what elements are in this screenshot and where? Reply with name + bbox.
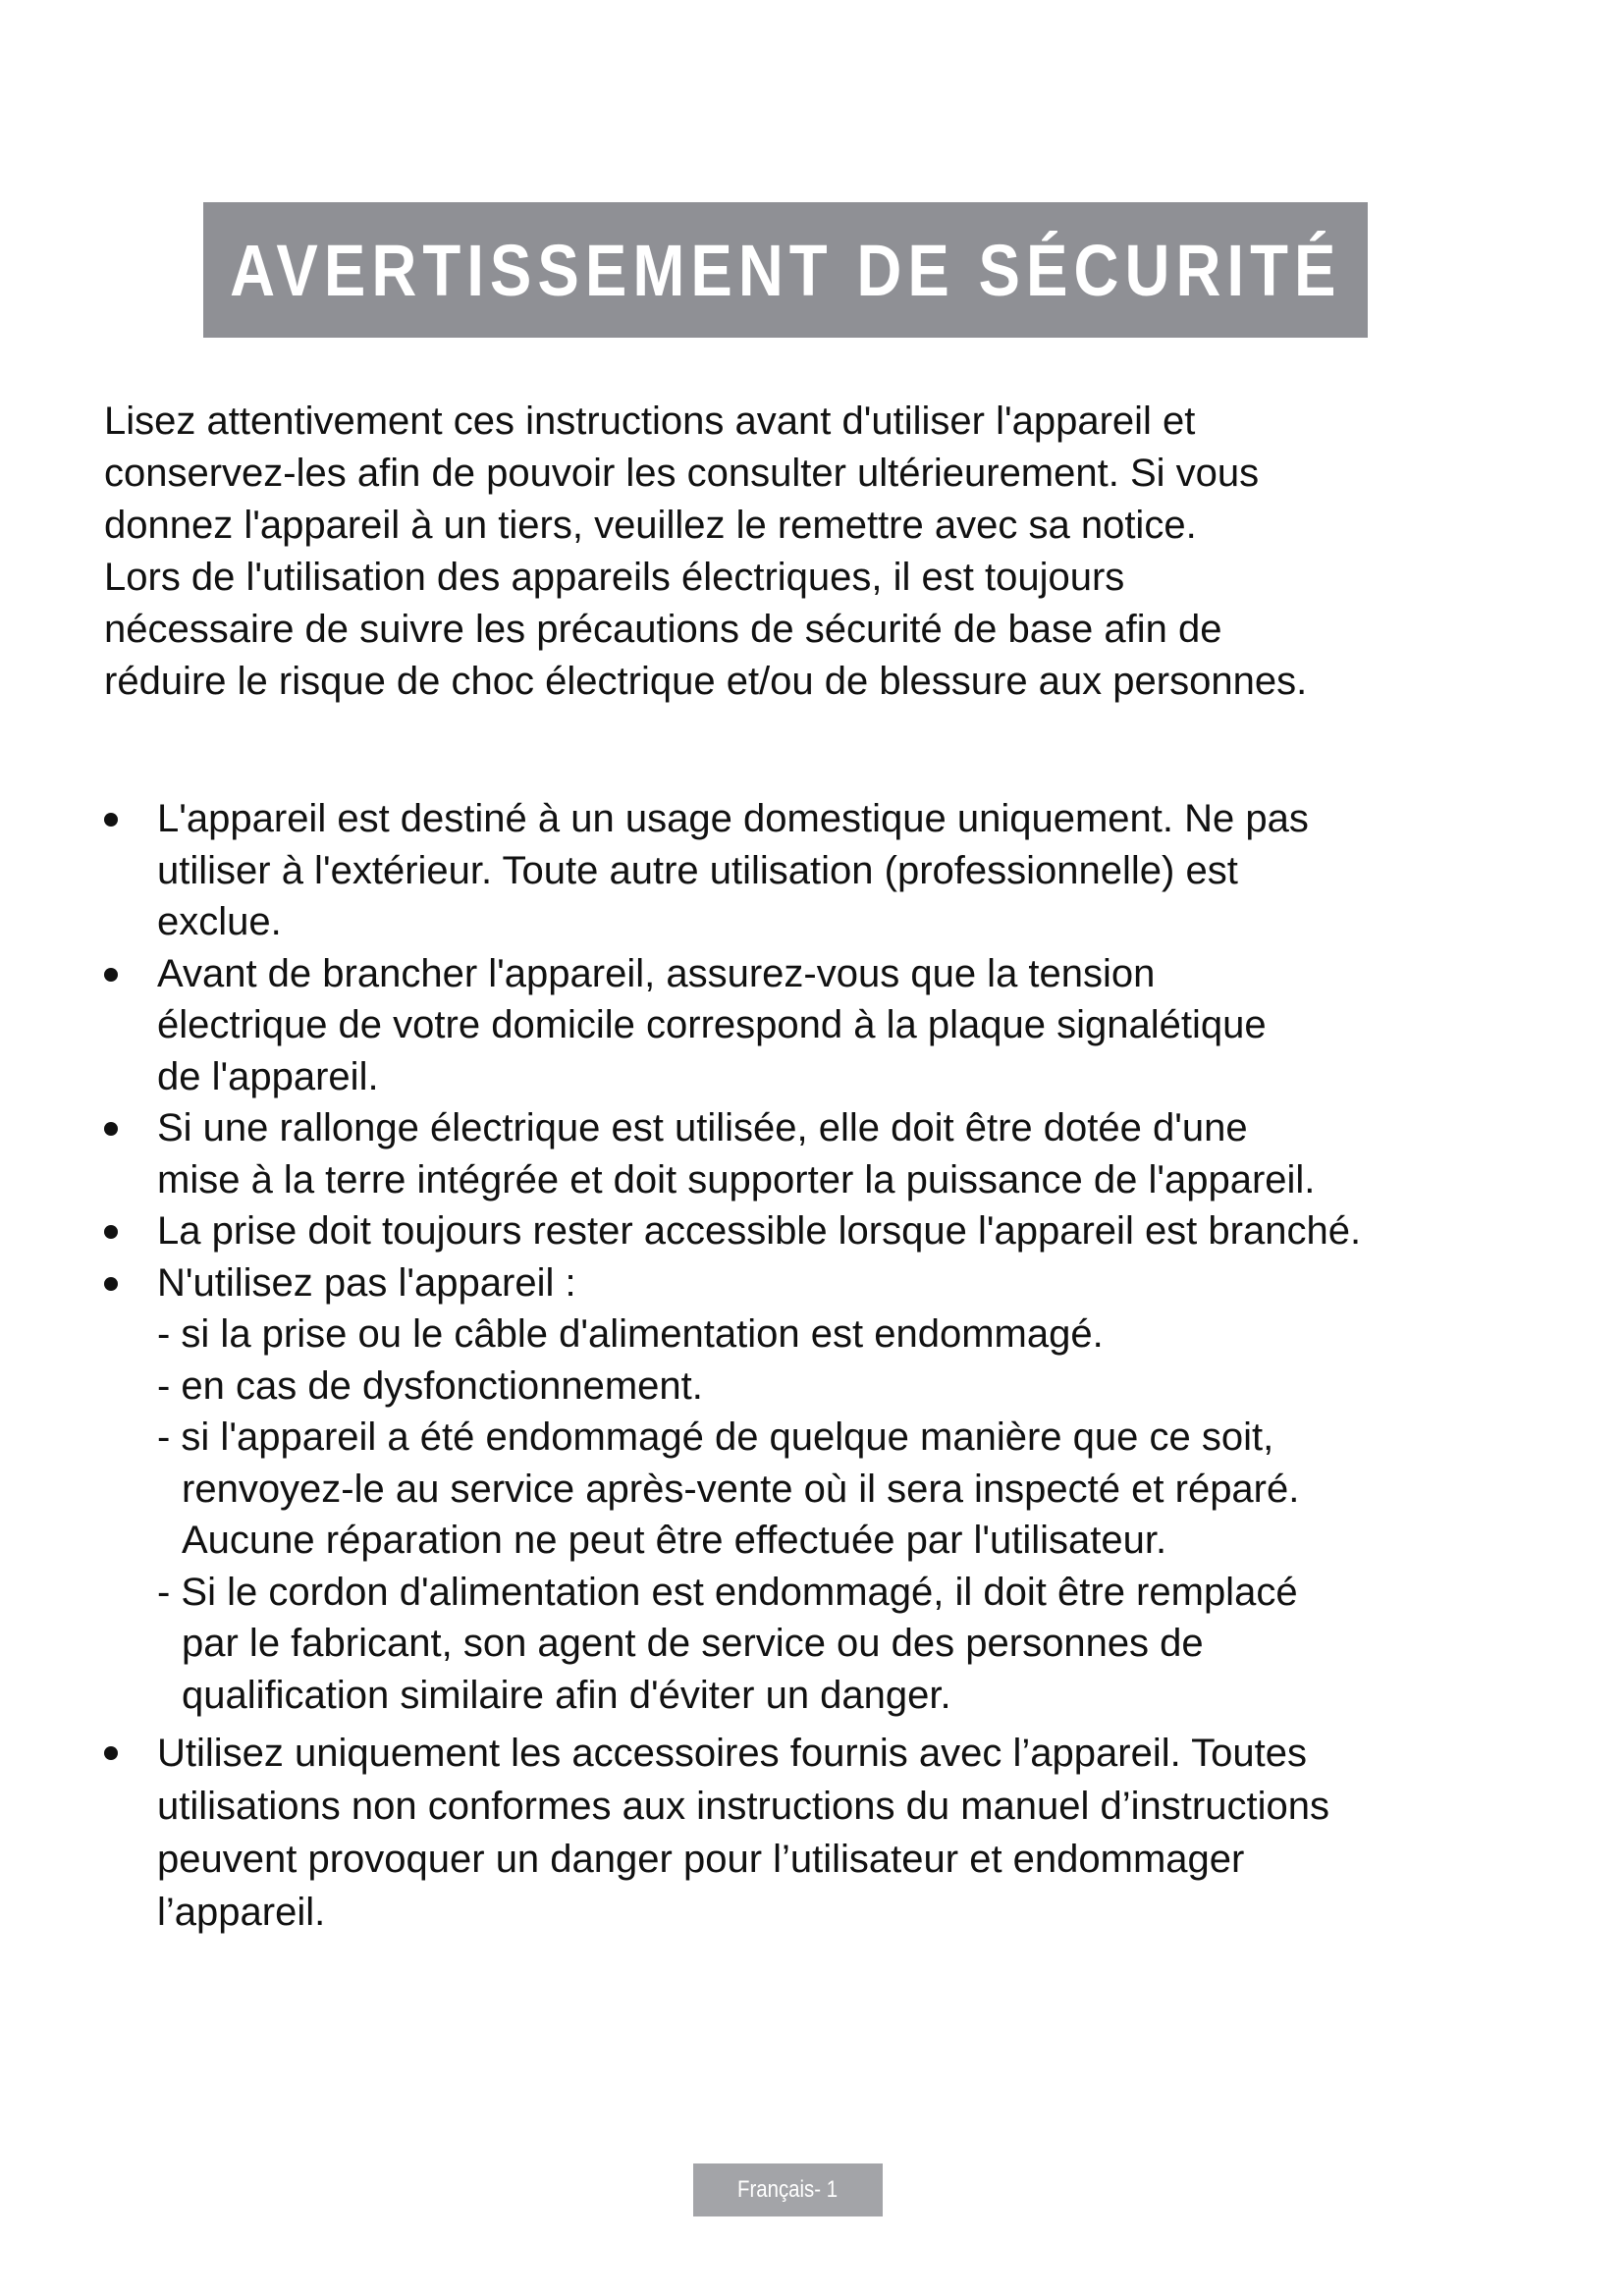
bullet-item-domestic-use bbox=[104, 793, 1557, 948]
intro-line: réduire le risque de choc électrique et/ou de blessure aux personnes. bbox=[104, 660, 1308, 703]
bullet-line: électrique de votre domicile correspond à la plaque signalétique bbox=[157, 1003, 1267, 1046]
intro-line: conservez-les afin de pouvoir les consulter ultérieurement. Si vous bbox=[104, 452, 1260, 495]
bullet-item-voltage-check bbox=[104, 948, 1557, 1103]
bullet-dot-icon bbox=[104, 813, 118, 827]
bullet-line: N'utilisez pas l'appareil : bbox=[157, 1260, 576, 1305]
sub-item-line: renvoyez-le au service après-vente où il sera inspecté et réparé. bbox=[182, 1467, 1300, 1511]
bullet-line: utiliser à l'extérieur. Toute autre utilisation (professionnelle) est bbox=[157, 848, 1238, 892]
sub-item-malfunction bbox=[157, 1361, 1557, 1413]
intro-line: Lors de l'utilisation des appareils électriques, il est toujours bbox=[104, 556, 1125, 599]
bullet-line: mise à la terre intégrée et doit supporter la puissance de l'appareil. bbox=[157, 1157, 1316, 1201]
bullet-line: L'appareil est destiné à un usage domestique uniquement. Ne pas bbox=[157, 797, 1309, 840]
safety-bullet-list bbox=[104, 793, 1557, 1939]
bullet-dot-icon bbox=[104, 1277, 118, 1291]
bullet-dot-icon bbox=[104, 1746, 118, 1760]
sub-item-line: Aucune réparation ne peut être effectuée par l'utilisateur. bbox=[182, 1519, 1167, 1562]
intro-line: Lisez attentivement ces instructions avant d'utiliser l'appareil et bbox=[104, 400, 1196, 443]
bullet-item-do-not-use bbox=[104, 1257, 1557, 1722]
page-number-label: Français- 1 bbox=[737, 2176, 839, 2203]
bullet-line: Avant de brancher l'appareil, assurez-vous que la tension bbox=[157, 951, 1156, 995]
sub-item-line: - si l'appareil a été endommagé de quelque manière que ce soit, bbox=[157, 1415, 1274, 1459]
sub-item-line: - Si le cordon d'alimentation est endommagé, il doit être remplacé bbox=[157, 1570, 1298, 1614]
intro-line: donnez l'appareil à un tiers, veuillez le remettre avec sa notice. bbox=[104, 504, 1197, 547]
bullet-dot-icon bbox=[104, 1225, 118, 1239]
bullet-line: de l'appareil. bbox=[157, 1054, 379, 1098]
bullet-item-extension-cord bbox=[104, 1102, 1557, 1205]
bullet-line: peuvent provoquer un danger pour l’utilisateur et endommager bbox=[157, 1838, 1245, 1881]
sub-item-line: - si la prise ou le câble d'alimentation est endommagé. bbox=[157, 1312, 1104, 1356]
bullet-item-accessories bbox=[104, 1727, 1557, 1939]
bullet-line: La prise doit toujours rester accessible lorsque l'appareil est branché. bbox=[157, 1209, 1362, 1253]
sub-item-line: qualification similaire afin d'éviter un danger. bbox=[182, 1673, 951, 1717]
page-number-badge bbox=[693, 2163, 883, 2216]
sub-item-damaged-plug bbox=[157, 1308, 1557, 1361]
sub-item-line: par le fabricant, son agent de service ou des personnes de bbox=[182, 1622, 1204, 1665]
bullet-line: exclue. bbox=[157, 900, 282, 943]
sub-item-damaged-cord bbox=[157, 1567, 1557, 1722]
bullet-line: Utilisez uniquement les accessoires fournis avec l’appareil. Toutes bbox=[157, 1732, 1307, 1775]
title-banner bbox=[203, 202, 1368, 338]
intro-line: nécessaire de suivre les précautions de sécurité de base afin de bbox=[104, 608, 1222, 651]
bullet-line: Si une rallonge électrique est utilisée, elle doit être dotée d'une bbox=[157, 1106, 1248, 1149]
bullet-item-accessible-plug bbox=[104, 1205, 1557, 1257]
bullet-dot-icon bbox=[104, 1122, 118, 1136]
page-title: AVERTISSEMENT DE SÉCURITÉ bbox=[229, 229, 1342, 311]
sub-item-damaged-appliance bbox=[157, 1412, 1557, 1567]
bullet-line: utilisations non conformes aux instructions du manuel d’instructions bbox=[157, 1785, 1329, 1828]
bullet-line: l’appareil. bbox=[157, 1891, 326, 1934]
intro-paragraph bbox=[104, 396, 1538, 708]
sub-item-line: - en cas de dysfonctionnement. bbox=[157, 1363, 703, 1408]
bullet-dot-icon bbox=[104, 968, 118, 982]
